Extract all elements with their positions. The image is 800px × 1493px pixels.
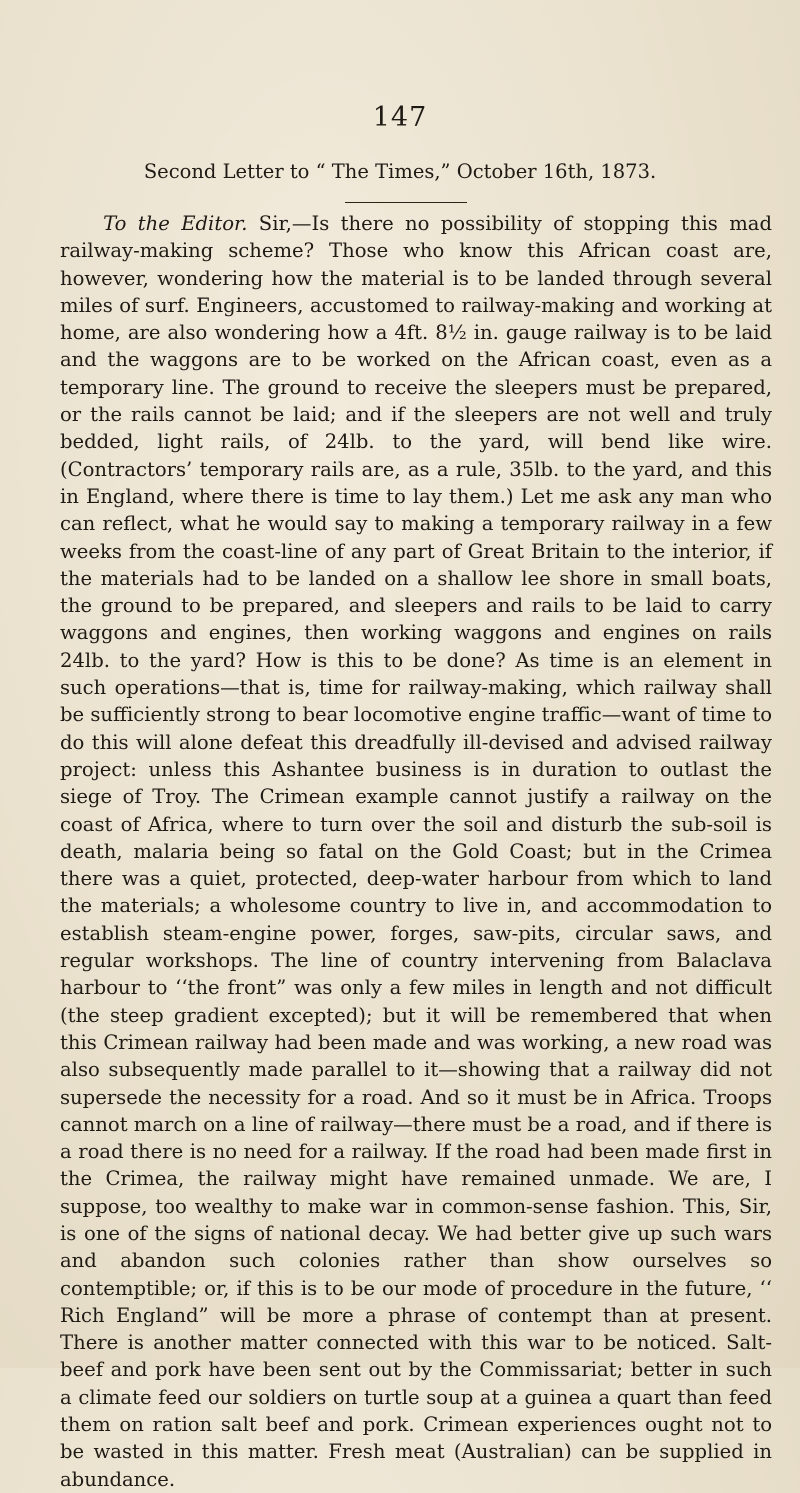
letter-text: Sir,—Is there no possibility of stopping this mad railway-making scheme? Those who know this African coast are, however, wondering how the material is to be landed through several miles of surf. Engineers, accustomed to railway-making and working at home, are also wondering how a 4ft. 8½ in. gauge railway is to be laid and the waggons are to be worked on the African coast, even as a temporary line. The ground to receive the sleepers must be prepared, or the rails cannot be laid; and if the sleepers are not well and truly bedded, light rails, of 24lb. to the yard, will bend like wire. (Contractors’ temporary rails are, as a rule, 35lb. to the yard, and this in England, where there is time to lay them.) Let me ask any man who can reflect, what he would say to making a temporary railway in a few weeks from the coast-line of any part of Great Britain to the interior, if the materials had to be landed on a shallow lee shore in small boats, the ground to be prepared, and sleepers and rails to be laid to carry waggons and engines, then working waggons and engines on rails 24lb. to the yard? How is this to be done? As time is an element in such operations—that is, time for railway-making, which railway shall be sufficiently strong to bear locomotive engine traffic—want of time to do this will alone defeat this dreadfully ill-devised and advised railway project: unless this Ashantee business is in duration to outlast the siege of Troy. The Crimean example cannot justify a railway on the coast of Africa, where to turn over the soil and disturb the sub-soil is death, malaria being so fatal on the Gold Coast; but in the Crimea there was a quiet, protected, deep-water harbour from which to land the materials; a wholesome country to live in, and accommodation to establish steam-engine power, forges, saw-pits, circular saws, and regular workshops. The line of country intervening from Balaclava harbour to ‘‘the front” was only a few miles in length and not difficult (the steep gradient excepted); but it will be remembered that when this Crimean railway had been made and was working, a new road was also subsequently made parallel to it—showing that a railway did not supersede the necessity for a road. And so it must be in Africa. Troops cannot march on a line of railway—there must be a road, and if there is a road there is no need for a railway. If the road had been made first in the Crimea, the railway might have remained unmade. We are, I suppose, too wealthy to make war in common-sense fashion. This, Sir, is one of the signs of national decay. We had better give up such wars and abandon such colonies rather than show ourselves so contemptible; or, if this is to be our mode of procedure in the future, ‘‘ Rich England” will be more a phrase of contempt than at present. There is another matter connected with this war to be noticed. Salt-beef and pork have been sent out by the Commissariat; better in such a climate feed our soldiers on turtle soup at a guinea a quart than feed them on ration salt beef and pork. Crimean experiences ought not to be wasted in this matter. Fresh meat (Australian) can be supplied in abundance.: [60, 212, 772, 1491]
letter-heading: Second Letter to “ The Times,” October 16th, 1873.: [143, 160, 657, 183]
heading-rule: [345, 202, 467, 203]
letter-body: [60, 210, 772, 1493]
page-number: 147: [372, 102, 428, 133]
salutation: To the Editor.: [103, 212, 248, 235]
